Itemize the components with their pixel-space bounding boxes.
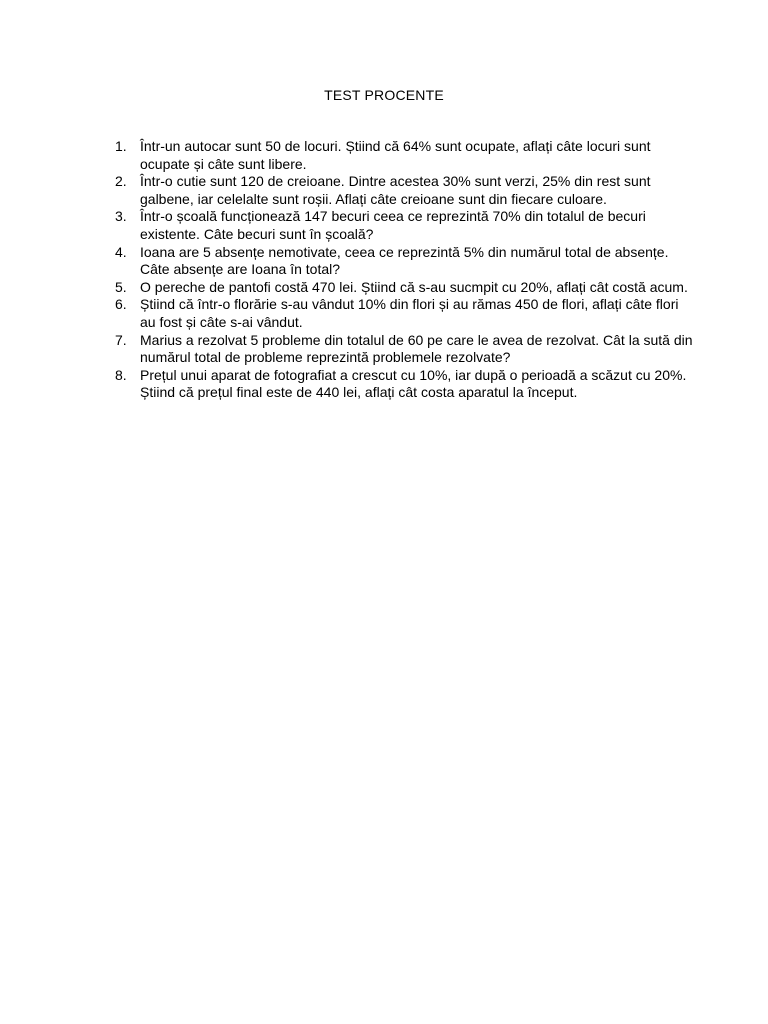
problem-number: 4. <box>115 243 127 260</box>
problem-item-6 <box>113 296 693 331</box>
problem-number: 5. <box>115 278 127 295</box>
problem-number: 3. <box>115 208 127 225</box>
problem-number: 1. <box>115 138 127 154</box>
problem-number: 8. <box>115 366 127 383</box>
problem-text: Într-un autocar sunt 50 de locuri. Știind că 64% sunt ocupate, aflați câte locuri sunt ocupate și câte sunt libere. <box>140 138 651 172</box>
problem-text: Marius a rezolvat 5 probleme din totalul de 60 pe care le avea de rezolvat. Cât la sută din numărul total de probleme reprezintă problemele rezolvate? <box>140 331 693 366</box>
problem-item-5 <box>113 279 693 297</box>
document-title: TEST PROCENTE <box>324 87 444 103</box>
problem-text: Ioana are 5 absențe nemotivate, ceea ce reprezintă 5% din numărul total de absențe. Câte absențe are Ioana în total? <box>140 243 669 278</box>
problem-item-7 <box>113 332 693 367</box>
problem-text: O pereche de pantofi costă 470 lei. Știind că s-au sucmpit cu 20%, aflați cât costă acum. <box>140 278 688 295</box>
problem-number: 2. <box>115 173 127 190</box>
problem-number: 7. <box>115 331 127 348</box>
problem-text: Prețul unui aparat de fotografiat a crescut cu 10%, iar după o perioadă a scăzut cu 20%. Știind că prețul final este de 440 lei, aflați cât costa aparatul la început. <box>140 366 687 401</box>
problem-text: Într-o școală funcționează 147 becuri ceea ce reprezintă 70% din totalul de becuri existente. Câte becuri sunt în școală? <box>140 208 646 242</box>
problem-item-2 <box>113 173 693 208</box>
problem-item-1 <box>113 138 693 173</box>
problem-number: 6. <box>115 296 127 313</box>
problem-text: Știind că într-o florărie s-au vândut 10% din flori și au rămas 450 de flori, aflați câte flori au fost și câte s-ai vândut. <box>140 296 679 330</box>
problem-item-4 <box>113 244 693 279</box>
problem-item-3 <box>113 208 693 243</box>
problem-item-8 <box>113 367 693 402</box>
problem-text: Într-o cutie sunt 120 de creioane. Dintre acestea 30% sunt verzi, 25% din rest sunt galbene, iar celelalte sunt roșii. Aflați câte creioane sunt din fiecare culoare. <box>140 173 651 207</box>
problem-list <box>113 138 693 402</box>
